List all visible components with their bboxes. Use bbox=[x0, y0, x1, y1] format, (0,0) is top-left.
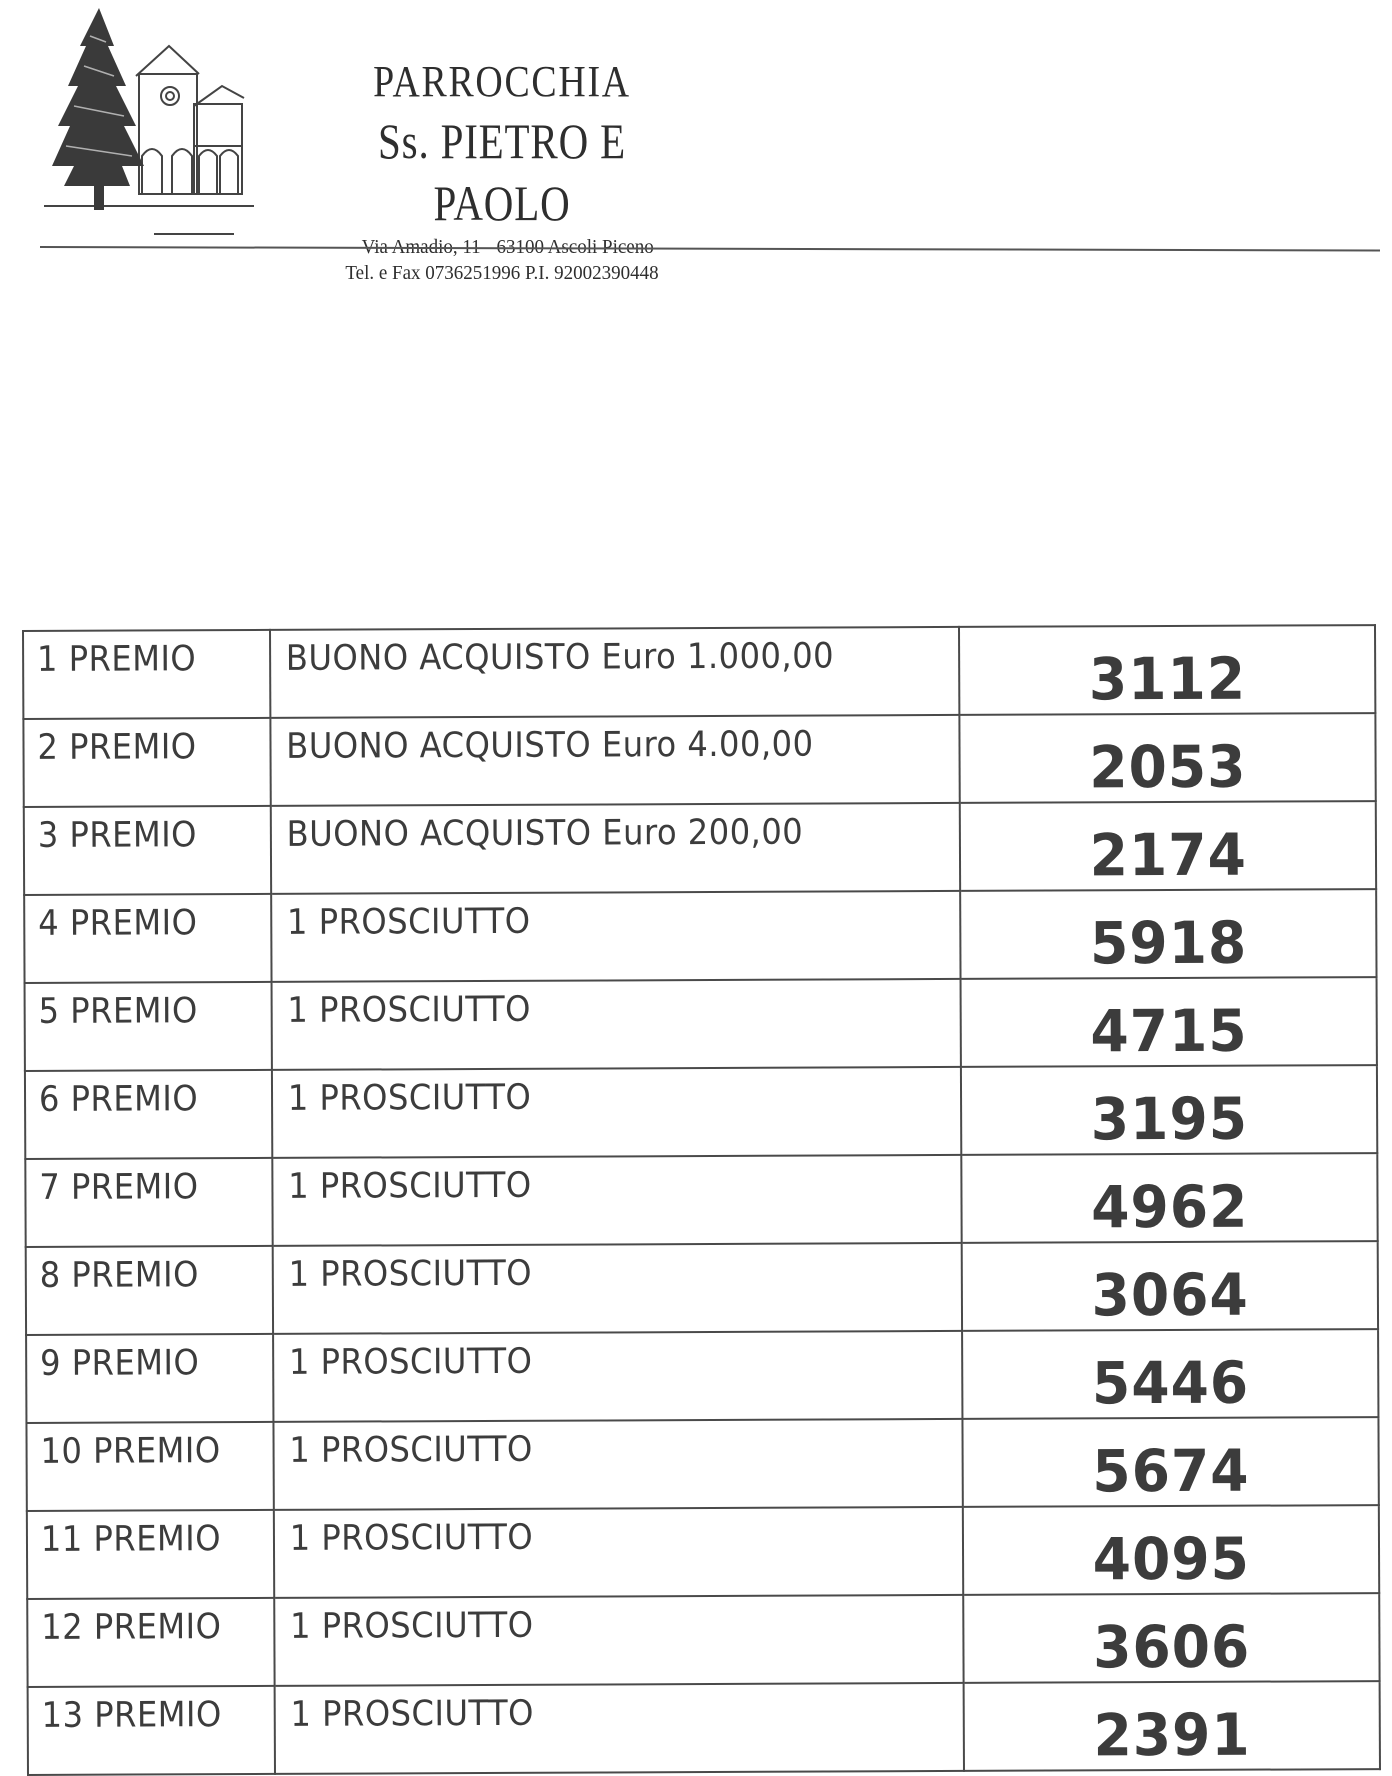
prize-description: 1 PROSCIUTTO bbox=[288, 1165, 532, 1207]
winning-number-cell bbox=[961, 1153, 1378, 1243]
prize-description: 1 PROSCIUTTO bbox=[287, 989, 532, 1031]
parish-phone: Tel. e Fax 0736251996 P.I. 92002390448 bbox=[345, 262, 659, 284]
prize-description: 1 PROSCIUTTO bbox=[290, 1693, 535, 1735]
prize-description-cell bbox=[271, 715, 960, 806]
prize-rank-cell bbox=[23, 718, 271, 807]
winning-number-cell bbox=[960, 889, 1377, 979]
prize-description-cell bbox=[274, 1419, 963, 1510]
parish-address: Via Amadio, 11 - 63100 Ascoli Piceno bbox=[361, 236, 654, 258]
prize-description: 1 PROSCIUTTO bbox=[289, 1429, 534, 1471]
prize-rank-cell bbox=[25, 1070, 273, 1159]
prize-description: BUONO ACQUISTO Euro 200,00 bbox=[286, 812, 804, 855]
prize-row bbox=[23, 713, 1375, 807]
prize-rank: 2 PREMIO bbox=[37, 727, 197, 768]
prize-rank: 6 PREMIO bbox=[38, 1079, 199, 1120]
prize-rank-cell bbox=[25, 1158, 273, 1247]
prize-rank: 10 PREMIO bbox=[40, 1431, 221, 1472]
prize-rank: 4 PREMIO bbox=[38, 903, 198, 944]
parish-title: PARROCCHIA bbox=[373, 57, 631, 106]
prize-row bbox=[23, 625, 1375, 719]
prize-row bbox=[26, 1329, 1378, 1423]
winning-number-cell bbox=[962, 1417, 1379, 1507]
winning-number: 4962 bbox=[1090, 1172, 1249, 1242]
prize-description: 1 PROSCIUTTO bbox=[287, 1077, 532, 1119]
winning-number: 2053 bbox=[1088, 732, 1247, 802]
prize-description-cell bbox=[273, 1331, 962, 1422]
prize-rank-cell bbox=[27, 1510, 275, 1599]
prize-description-cell bbox=[272, 1067, 961, 1158]
prize-rank-cell bbox=[23, 630, 271, 719]
winning-number-cell bbox=[962, 1329, 1379, 1419]
winning-number-cell bbox=[960, 1065, 1377, 1155]
prize-description: 1 PROSCIUTTO bbox=[289, 1341, 533, 1383]
winning-number-cell bbox=[959, 625, 1376, 715]
parish-name: Ss. PIETRO E PAOLO bbox=[378, 113, 626, 231]
prize-row bbox=[25, 977, 1377, 1071]
prize-rank: 8 PREMIO bbox=[39, 1255, 199, 1296]
winning-number: 2174 bbox=[1089, 820, 1247, 890]
letterhead bbox=[40, 0, 1380, 284]
prize-table bbox=[22, 624, 1381, 1776]
winning-number-cell bbox=[959, 713, 1376, 803]
winning-number-cell bbox=[961, 1241, 1378, 1331]
prize-description-cell bbox=[271, 803, 960, 894]
prize-rank-cell bbox=[28, 1686, 276, 1775]
parish-heading bbox=[262, 52, 742, 286]
winning-number: 3195 bbox=[1090, 1084, 1248, 1154]
prize-rank: 9 PREMIO bbox=[39, 1343, 200, 1384]
prize-row bbox=[28, 1681, 1380, 1775]
winning-number-cell bbox=[963, 1593, 1380, 1683]
prize-row bbox=[24, 801, 1376, 895]
prize-table-body bbox=[23, 625, 1380, 1775]
prize-description-cell bbox=[274, 1595, 963, 1686]
winning-number: 4715 bbox=[1089, 996, 1248, 1066]
prize-rank: 11 PREMIO bbox=[40, 1519, 222, 1560]
winning-number: 5918 bbox=[1089, 908, 1247, 978]
prize-rank: 5 PREMIO bbox=[38, 991, 198, 1032]
prize-description: BUONO ACQUISTO Euro 4.00,00 bbox=[286, 724, 814, 767]
prize-rank-cell bbox=[24, 894, 272, 983]
prize-rank: 3 PREMIO bbox=[37, 815, 198, 856]
winning-number-cell bbox=[963, 1681, 1380, 1771]
prize-row bbox=[25, 1153, 1377, 1247]
winning-number: 3064 bbox=[1090, 1260, 1249, 1330]
prize-row bbox=[26, 1241, 1378, 1335]
prize-row bbox=[27, 1593, 1379, 1687]
prize-description-cell bbox=[274, 1507, 963, 1598]
winning-number-cell bbox=[960, 977, 1377, 1067]
prize-row bbox=[26, 1417, 1378, 1511]
church-logo-icon bbox=[44, 6, 254, 242]
prize-rank: 12 PREMIO bbox=[41, 1607, 222, 1648]
prize-description-cell bbox=[271, 891, 960, 982]
winning-number: 4095 bbox=[1092, 1524, 1250, 1594]
winning-number: 3606 bbox=[1092, 1612, 1250, 1682]
prize-description: 1 PROSCIUTTO bbox=[290, 1605, 534, 1647]
prize-rank-cell bbox=[24, 806, 272, 895]
prize-rank-cell bbox=[25, 982, 273, 1071]
prize-description-cell bbox=[273, 1243, 962, 1334]
prize-description: 1 PROSCIUTTO bbox=[287, 901, 531, 943]
prize-description-cell bbox=[273, 1155, 962, 1246]
winning-number: 3112 bbox=[1088, 644, 1246, 714]
prize-row bbox=[25, 1065, 1377, 1159]
winning-number: 2391 bbox=[1092, 1700, 1251, 1770]
prize-description: 1 PROSCIUTTO bbox=[288, 1253, 533, 1295]
prize-row bbox=[24, 889, 1376, 983]
prize-description-cell bbox=[272, 979, 961, 1070]
winning-number-cell bbox=[959, 801, 1376, 891]
prize-row bbox=[27, 1505, 1379, 1599]
prize-rank: 1 PREMIO bbox=[36, 639, 197, 680]
winning-number: 5674 bbox=[1091, 1436, 1250, 1506]
prize-description-cell bbox=[275, 1683, 964, 1774]
prize-description: BUONO ACQUISTO Euro 1.000,00 bbox=[285, 636, 835, 679]
prize-rank: 7 PREMIO bbox=[39, 1167, 199, 1208]
prize-description-cell bbox=[270, 627, 959, 718]
prize-rank-cell bbox=[26, 1334, 274, 1423]
prize-description: 1 PROSCIUTTO bbox=[289, 1517, 534, 1559]
prize-rank: 13 PREMIO bbox=[41, 1695, 222, 1736]
winning-number: 5446 bbox=[1091, 1348, 1249, 1418]
winning-number-cell bbox=[962, 1505, 1379, 1595]
prize-rank-cell bbox=[26, 1422, 274, 1511]
prize-rank-cell bbox=[27, 1598, 275, 1687]
prize-rank-cell bbox=[26, 1246, 274, 1335]
